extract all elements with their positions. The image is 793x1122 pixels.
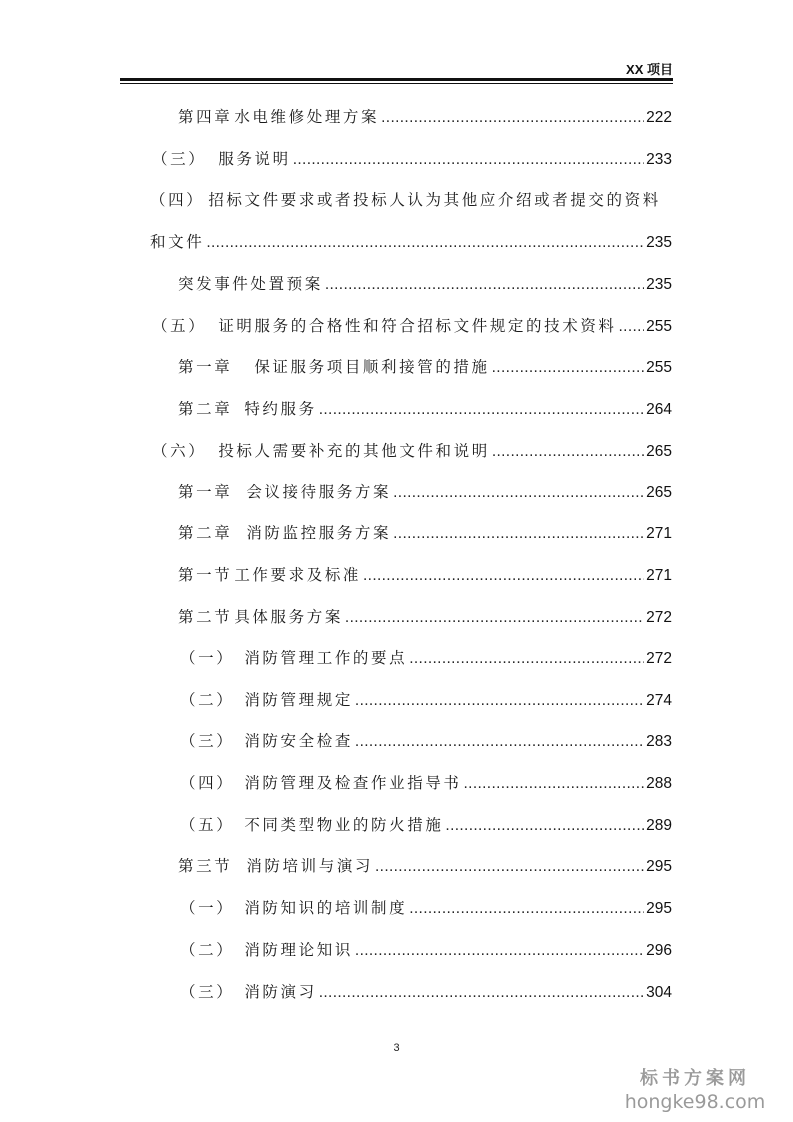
toc-leader-dots	[445, 817, 644, 835]
toc-entry-number: （二）	[180, 941, 235, 959]
toc-leader-dots	[363, 567, 644, 585]
toc-leader-dots	[355, 942, 644, 960]
toc-entry-title: 会议接待服务方案	[246, 483, 392, 501]
toc-leader-dots	[319, 401, 644, 419]
watermark-url: hongke98.com	[624, 1091, 766, 1113]
toc-entry-number: （三）	[180, 983, 235, 1001]
toc-entry-number: （一）	[180, 649, 235, 667]
toc-page-number: 296	[646, 942, 672, 959]
watermark-cn: 标书方案网	[640, 1068, 750, 1089]
watermark	[600, 1068, 790, 1114]
toc-entry-number: 第二章	[178, 524, 233, 542]
toc-entry-number: 第二章	[178, 400, 233, 418]
toc-page-number: 222	[646, 109, 672, 126]
toc-leader-dots	[355, 733, 644, 751]
header-rule-thick	[120, 78, 673, 81]
toc-entry-number: 第一章	[178, 483, 233, 501]
toc-entry-title: 和文件	[150, 233, 205, 251]
toc-page-number: 255	[646, 359, 672, 376]
toc-page-number: 255	[646, 318, 672, 335]
toc-page-number: 272	[646, 650, 672, 667]
toc-page-number: 295	[646, 858, 672, 875]
toc-entry-title: 消防知识的培训制度	[244, 899, 408, 917]
toc-entry-number: （六）	[152, 442, 207, 460]
toc-leader-dots	[319, 984, 644, 1002]
toc-page-number: 235	[646, 234, 672, 251]
toc-page-number: 265	[646, 484, 672, 501]
toc-entry-title: 消防演习	[244, 983, 317, 1001]
toc-entry-title: 突发事件处置预案	[178, 275, 323, 293]
toc-page-number: 271	[646, 525, 672, 542]
toc-page-number: 233	[646, 151, 672, 168]
toc-entry-title: 消防安全检查	[244, 732, 353, 750]
toc-leader-dots	[355, 692, 644, 710]
toc-entry-number: 第二节	[178, 608, 233, 626]
toc-page-number: 295	[646, 900, 672, 917]
page-number: 3	[393, 1042, 400, 1054]
toc-entry-title: 消防理论知识	[244, 941, 353, 959]
toc-leader-dots	[293, 151, 644, 169]
toc-entry-number: 第三节	[178, 857, 233, 875]
toc-leader-dots	[393, 525, 644, 543]
toc-entry-number: （一）	[180, 899, 235, 917]
toc-entry-title: 消防管理工作的要点	[244, 649, 408, 667]
toc-leader-dots	[464, 775, 645, 793]
toc-entry-number: （三）	[180, 732, 235, 750]
toc-entry-title: 证明服务的合格性和符合招标文件规定的技术资料	[218, 317, 617, 335]
toc-page-number: 271	[646, 567, 672, 584]
toc-entry-number: （五）	[180, 816, 235, 834]
toc-leader-dots	[619, 318, 645, 336]
toc-entry-title: 特约服务	[244, 400, 317, 418]
toc-leader-dots	[325, 276, 644, 294]
toc-entry-title: 具体服务方案	[234, 608, 343, 626]
toc-page-number: 288	[646, 775, 672, 792]
toc-entry-title: 消防监控服务方案	[246, 524, 392, 542]
toc-page-number: 235	[646, 276, 672, 293]
toc-page-number: 265	[646, 443, 672, 460]
toc-page-number: 264	[646, 401, 672, 418]
toc-entry-title: 不同类型物业的防火措施	[244, 816, 444, 834]
toc-entry-number: （三）	[152, 150, 207, 168]
toc-entry-number: 第一节	[178, 566, 233, 584]
toc-entry-number: （四）	[150, 191, 205, 209]
toc-leader-dots	[492, 359, 645, 377]
toc-entry-title-line1: 招标文件要求或者投标人认为其他应介绍或者提交的资料	[208, 191, 661, 209]
toc-leader-dots	[492, 443, 644, 461]
toc-entry-title: 投标人需要补充的其他文件和说明	[218, 442, 490, 460]
header-title: XX 项目	[626, 62, 673, 77]
toc-entry-title: 消防管理规定	[244, 691, 353, 709]
toc-entry-number: 第一章	[178, 358, 233, 376]
toc-entry-title: 水电维修处理方案	[234, 108, 380, 126]
toc-page-number: 274	[646, 692, 672, 709]
toc-leader-dots	[393, 484, 644, 502]
toc-entry-number: （四）	[180, 774, 235, 792]
toc-entry-title: 工作要求及标准	[234, 566, 362, 584]
toc-entry-number: （二）	[180, 691, 235, 709]
toc-page-number: 304	[646, 984, 672, 1001]
toc-leader-dots	[375, 858, 644, 876]
toc-entry-title: 消防管理及检查作业指导书	[244, 774, 462, 792]
toc-entry-number: 第四章	[178, 108, 233, 126]
toc-leader-dots	[206, 234, 644, 252]
toc-leader-dots	[409, 650, 644, 668]
toc-leader-dots	[381, 109, 644, 127]
toc-leader-dots	[409, 900, 644, 918]
toc-page-number: 283	[646, 733, 672, 750]
toc-entry-number: （五）	[152, 317, 207, 335]
toc-entry-title: 服务说明	[218, 150, 291, 168]
toc-leader-dots	[345, 609, 644, 627]
toc-entry-title: 消防培训与演习	[246, 857, 374, 875]
toc-entry-title: 保证服务项目顺利接管的措施	[254, 358, 490, 376]
toc-page-number: 272	[646, 609, 672, 626]
header-rule-thin	[120, 83, 673, 84]
toc-page-number: 289	[646, 817, 672, 834]
